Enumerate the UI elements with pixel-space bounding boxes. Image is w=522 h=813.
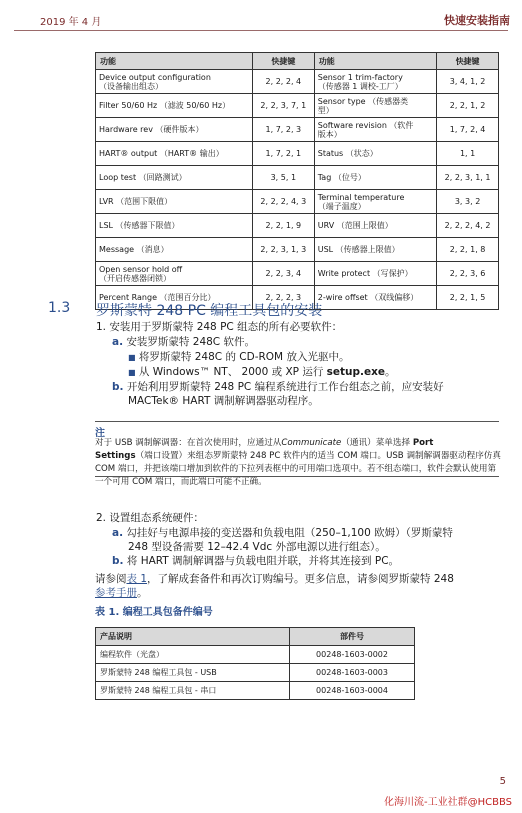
function-name: LVR （范围下限值） (99, 197, 173, 206)
function-name: Message （消息） (99, 245, 169, 254)
header-date: 2019 年 4 月 (40, 17, 102, 28)
function-cell (96, 214, 253, 238)
step-2b (112, 554, 399, 568)
table-row (96, 682, 415, 700)
function-name-sub: （传感器 1 调校-工厂） (317, 81, 403, 91)
step-letter: a. (112, 336, 124, 348)
function-cell (96, 70, 253, 94)
step-1b-cont: MACTek® HART 调制解调器驱动程序。 (128, 395, 319, 407)
function-cell (314, 166, 436, 190)
function-name: Software revision （软件 (317, 120, 414, 130)
function-name: USL （传感器上限值） (317, 245, 400, 254)
reference-manual-link[interactable]: 参考手册 (95, 587, 137, 599)
function-cell (96, 238, 253, 262)
fast-key-cell: 3, 4, 1, 2 (437, 70, 499, 94)
fast-key-cell: 2, 2, 1, 8 (437, 238, 499, 262)
fast-key-cell: 3, 5, 1 (252, 166, 314, 190)
fast-key-cell: 2, 2, 3, 6 (437, 262, 499, 286)
section-title: 罗斯蒙特 248 PC 编程工具包的安装 (96, 303, 323, 319)
part-number: 00248-1603-0004 (290, 682, 415, 700)
function-name: 2-wire offset （双线偏移） (317, 293, 419, 302)
step-1: 1. 安装用于罗斯蒙特 248 PC 组态的所有必要软件： (96, 321, 343, 333)
part-number: 00248-1603-0003 (290, 664, 415, 682)
function-cell (314, 262, 436, 286)
fast-key-cell: 2, 2, 1, 5 (437, 286, 499, 310)
function-cell (314, 118, 436, 142)
table-row (96, 166, 499, 190)
function-cell (96, 190, 253, 214)
setup-command: setup.exe (326, 366, 386, 378)
col-key-2: 快捷键 (437, 53, 499, 70)
fast-key-cell: 2, 2, 2, 3 (252, 286, 314, 310)
function-name: Open sensor hold off (99, 264, 183, 274)
fast-key-cell: 2, 2, 2, 4 (252, 70, 314, 94)
function-name-sub: （端子温度） (317, 201, 366, 211)
fast-key-cell: 2, 2, 3, 1, 1 (437, 166, 499, 190)
note-text: 对于 USB 调制解调器：在首次使用时，应通过从Communicate（通讯）菜单选择 Port Settings（端口设置）来组态罗斯蒙特 248 PC 软件内的适当 COM 端口。USB 调制解调器驱动程序仿真 COM 端口，并把该端口增加到软件的下拉列表框中的可用端口选项中。若不组态端口，软件会默认使用第一个可用 COM 端口，而此端口可能不正确。 (95, 438, 501, 487)
table-row (96, 118, 499, 142)
fast-key-cell: 1, 7, 2, 4 (437, 118, 499, 142)
communicate-menu: Communicate (281, 438, 342, 448)
fast-key-cell: 2, 2, 3, 1, 3 (252, 238, 314, 262)
function-name: Tag （位号） (317, 173, 366, 182)
step-letter: a. (112, 527, 124, 539)
step-1a-bullet-2 (128, 365, 396, 380)
step-1a-bullet-1 (128, 350, 349, 365)
fast-key-cell: 3, 3, 2 (437, 190, 499, 214)
table-row (96, 238, 499, 262)
bullet-icon: ■ (128, 353, 136, 362)
function-cell (96, 262, 253, 286)
watermark: 化海川流-工业社群@HCBBS (383, 797, 512, 808)
function-name-sub: 型） (317, 105, 334, 115)
function-name: Percent Range （范围百分比） (99, 293, 216, 302)
function-name: Device output configuration (99, 72, 211, 82)
function-name-sub: 版本） (317, 129, 342, 139)
step-1b-text: 开始利用罗斯蒙特 248 PC 编程系统进行工作台组态之前，应安装好 (126, 381, 444, 393)
function-cell (314, 214, 436, 238)
part-description: 编程软件（光盘） (96, 646, 290, 664)
note-top-rule (95, 421, 499, 422)
header-title: 快速安装指南 (444, 14, 510, 27)
table-row (96, 646, 415, 664)
bullet-text: 将罗斯蒙特 248C 的 CD-ROM 放入光驱中。 (138, 351, 350, 363)
step-letter: b. (112, 555, 124, 567)
step-2a-text: 勾挂好与电源串接的变送器和负载电阻（250–1,100 欧姆）（罗斯蒙特 (126, 527, 453, 539)
col-part-number: 部件号 (290, 628, 415, 646)
function-name: Write protect （写保护） (317, 269, 413, 278)
table-header-row (96, 628, 415, 646)
function-cell (314, 286, 436, 310)
bullet-icon: ■ (128, 368, 136, 377)
function-cell (96, 166, 253, 190)
table-row (96, 190, 499, 214)
reference-line-1: 请参阅表 1，了解成套备件和再次订购编号。更多信息，请参阅罗斯蒙特 248 (95, 573, 454, 585)
function-name: URV （范围上限值） (317, 221, 393, 230)
function-cell (314, 94, 436, 118)
col-function-2: 功能 (314, 53, 436, 70)
table-header-row (96, 53, 499, 70)
table-row (96, 262, 499, 286)
section-number: 1.3 (48, 300, 71, 316)
part-description: 罗斯蒙特 248 编程工具包 - USB (96, 664, 290, 682)
function-name: Terminal temperature (317, 192, 405, 202)
function-name: Status （状态） (317, 149, 378, 158)
col-function-1: 功能 (96, 53, 253, 70)
col-description: 产品说明 (96, 628, 290, 646)
table-row (96, 142, 499, 166)
fast-key-cell: 1, 7, 2, 1 (252, 142, 314, 166)
fast-key-cell: 1, 7, 2, 3 (252, 118, 314, 142)
step-2b-text: 将 HART 调制解调器与负载电阻并联，并将其连接到 PC。 (126, 555, 400, 567)
fast-key-cell: 2, 2, 1, 2 (437, 94, 499, 118)
part-description: 罗斯蒙特 248 编程工具包 - 串口 (96, 682, 290, 700)
function-name: Loop test （回路测试） (99, 173, 187, 182)
page-number: 5 (499, 776, 506, 787)
fast-key-cell: 2, 2, 3, 7, 1 (252, 94, 314, 118)
fast-key-cell: 2, 2, 2, 4, 2 (437, 214, 499, 238)
step-1b (112, 380, 444, 394)
fast-key-cell: 2, 2, 3, 4 (252, 262, 314, 286)
step-1a-text: 安装罗斯蒙特 248C 软件。 (126, 336, 255, 348)
step-1a (112, 335, 255, 349)
fast-key-cell: 2, 2, 1, 9 (252, 214, 314, 238)
table-row (96, 664, 415, 682)
step-2a-cont: 248 型设备需要 12–42.4 Vdc 外部电源以进行组态）。 (128, 541, 386, 553)
function-name: HART® output （HART® 输出） (99, 149, 224, 158)
fast-key-cell: 2, 2, 2, 4, 3 (252, 190, 314, 214)
function-cell (96, 118, 253, 142)
step-2a (112, 526, 453, 540)
function-cell (314, 142, 436, 166)
function-name-sub: （设备输出组态） (99, 81, 163, 91)
bullet-text: 从 Windows™ NT、 2000 或 XP 运行 (138, 366, 327, 378)
function-cell (96, 142, 253, 166)
header-rule (14, 30, 508, 31)
table-1-link[interactable]: 表 1 (126, 573, 148, 585)
function-name: LSL （传感器下限值） (99, 221, 180, 230)
table-row (96, 94, 499, 118)
note-label: 注 (95, 428, 105, 439)
fast-key-table (95, 52, 499, 310)
reference-line-2: 参考手册。 (95, 587, 148, 599)
function-cell (314, 190, 436, 214)
table-row (96, 70, 499, 94)
function-cell (314, 70, 436, 94)
col-key-1: 快捷键 (252, 53, 314, 70)
function-cell (314, 238, 436, 262)
parts-table-caption: 表 1. 编程工具包备件编号 (95, 607, 213, 618)
function-name-sub: （开启传感器闭锁） (99, 273, 171, 283)
function-name: Hardware rev （硬件版本） (99, 125, 204, 134)
step-2: 2. 设置组态系统硬件： (96, 512, 204, 524)
function-cell (96, 94, 253, 118)
note-bottom-rule (95, 476, 499, 477)
table-row (96, 214, 499, 238)
function-name: Sensor type （传感器类 (317, 96, 409, 106)
fast-key-cell: 1, 1 (437, 142, 499, 166)
bullet-text-end: 。 (385, 366, 396, 378)
parts-table (95, 627, 415, 700)
function-name: Sensor 1 trim-factory (317, 72, 403, 82)
part-number: 00248-1603-0002 (290, 646, 415, 664)
step-letter: b. (112, 381, 124, 393)
function-name: Filter 50/60 Hz （滤波 50/60 Hz） (99, 101, 231, 110)
